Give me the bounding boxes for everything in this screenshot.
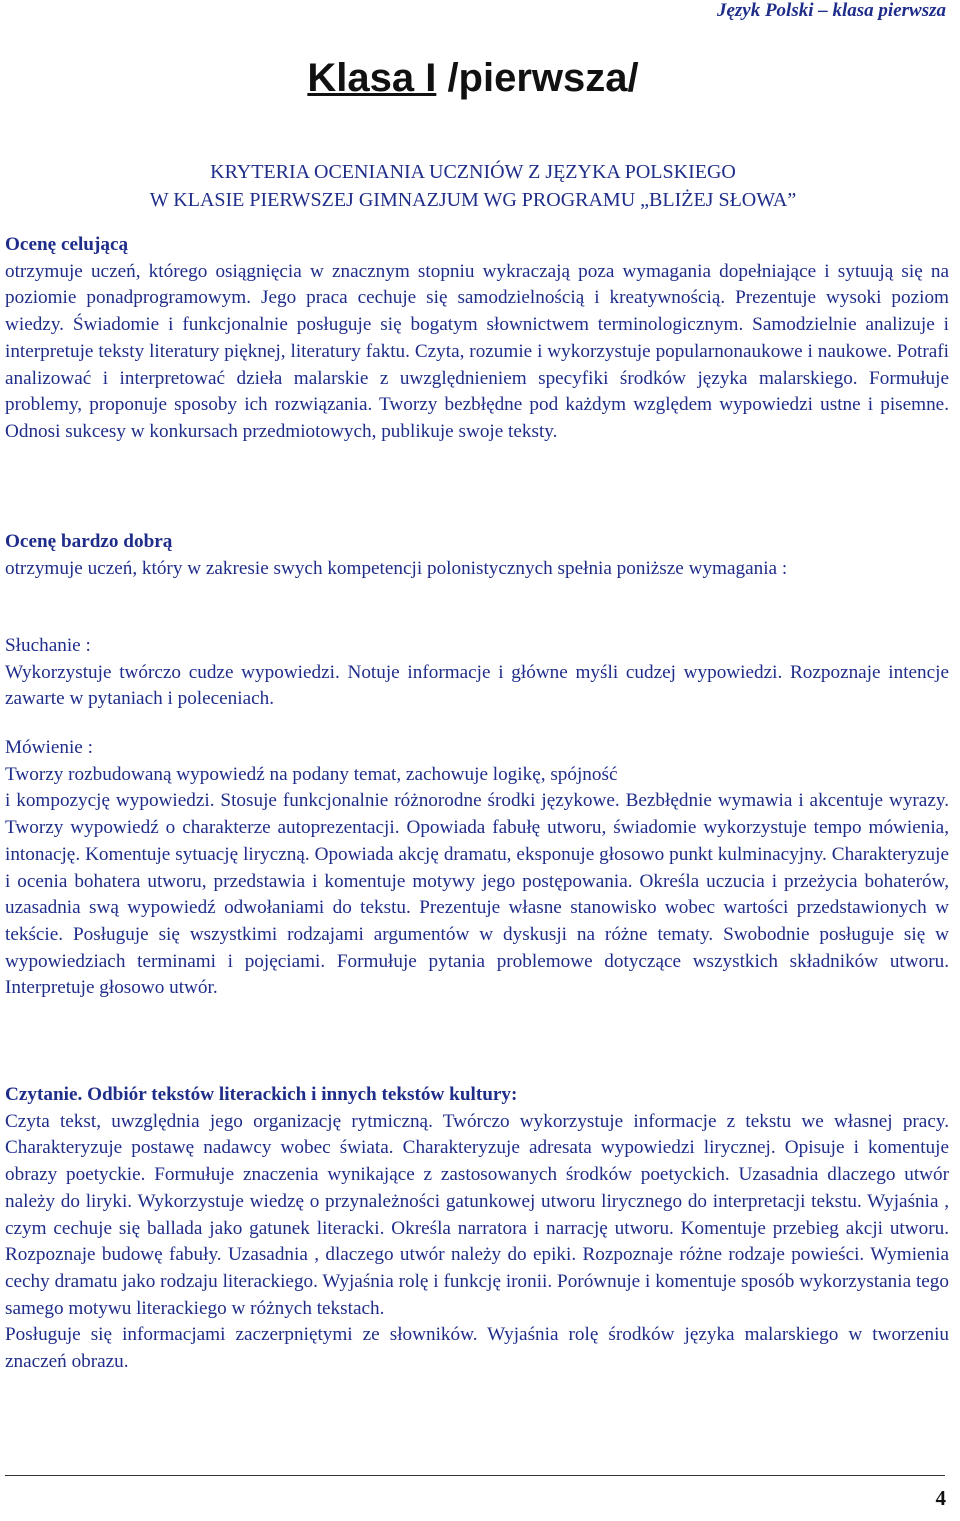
- section-heading-czytanie: [5, 1082, 949, 1109]
- title-class-number: Klasa I: [307, 56, 437, 100]
- section-body-czytanie: Czyta tekst, uwzględnia jego organizację rytmiczną. Twórczo wykorzystuje informacje z tekstu we własnej pracy. Charakteryzuje postawę nadawcy wobec świata. Charakteryzuje adresata wypowiedzi lirycznej. Opisuje i komentuje obrazy poetyckie. Formułuje znaczenia wynikające z zastosowanych środków poetyckich. Uzasadnia dlaczego utwór należy do liryki. Wykorzystuje wiedzę o przynależności gatunkowej utworu lirycznego do interpretacji tekstu. Wyjaśnia , czym cechuje się ballada jako gatunek literacki. Określa narratora i narrację utworu. Komentuje przebieg akcji utworu. Rozpoznaje budowę fabuły. Uzasadnia , dlaczego utwór należy do epiki. Rozpoznaje różne rodzaje powieści. Wymienia cechy dramatu jako rodzaju literackiego. Wyjaśnia rolę i funkcję ironii. Porównuje i komentuje sposób wykorzystania tego samego motywu literackiego w różnych tekstach.: [5, 1110, 949, 1319]
- section-celujaca: [5, 232, 949, 446]
- section-czytanie: [5, 1082, 949, 1376]
- section-heading-sluchanie: Słuchanie :: [5, 635, 91, 656]
- subtitle-line-2: W KLASIE PIERWSZEJ GIMNAZJUM WG PROGRAMU „BLIŻEJ SŁOWA”: [149, 189, 797, 211]
- section-mowienie: [5, 735, 949, 1002]
- heading-czytanie-part1: Czytanie.: [5, 1084, 83, 1105]
- section-body-celujaca: otrzymuje uczeń, którego osiągnięcia w znacznym stopniu wykraczają poza wymagania dopełniające i sytuują się na poziomie ponadprogramowym. Jego praca cechuje się samodzielnością i kreatywnością. Prezentuje wysoki poziom wiedzy. Świadomie i funkcjonalnie posługuje się bogatym słownictwem terminologicznym. Samodzielnie analizuje i interpretuje teksty literatury pięknej, literatury faktu. Czyta, rozumie i wykorzystuje popularnonaukowe i naukowe. Potrafi analizować i interpretować dzieła malarskie z uwzględnieniem specyfiki środków języka malarskiego. Formułuje problemy, proponuje sposoby ich rozwiązania. Tworzy bezbłędne pod każdym względem wypowiedzi ustne i pisemne. Odnosi sukcesy w konkursach przedmiotowych, publikuje swoje teksty.: [5, 260, 949, 442]
- subtitle-line-1: KRYTERIA OCENIANIA UCZNIÓW Z JĘZYKA POLSKIEGO: [210, 161, 736, 183]
- section-sluchanie: [5, 633, 949, 713]
- page-title: [0, 50, 946, 106]
- title-class-word: /pierwsza/: [436, 56, 639, 100]
- section-body-mowienie-line1: Tworzy rozbudowaną wypowiedź na podany temat, zachowuje logikę, spójność: [5, 763, 618, 785]
- section-body-sluchanie: Wykorzystuje twórczo cudze wypowiedzi. Notuje informacje i główne myśli cudzej wypowiedzi. Rozpoznaje intencje zawarte w pytaniach i poleceniach.: [5, 661, 949, 710]
- document-subtitle: [0, 158, 946, 214]
- section-bardzo-dobra: [5, 529, 949, 582]
- section-heading-bardzo-dobra: Ocenę bardzo dobrą: [5, 531, 173, 552]
- section-heading-mowienie: Mówienie :: [5, 737, 93, 758]
- section-heading-celujaca: Ocenę celującą: [5, 234, 129, 255]
- running-header: Język Polski – klasa pierwsza: [716, 0, 946, 21]
- footer-divider: [5, 1475, 945, 1476]
- section-body-bardzo-dobra: otrzymuje uczeń, który w zakresie swych kompetencji polonistycznych spełnia poniższe wymagania :: [5, 557, 788, 579]
- page-number: 4: [935, 1486, 946, 1510]
- heading-czytanie-part2: Odbiór tekstów literackich i innych tekstów kultury:: [82, 1084, 518, 1105]
- section-body-czytanie-2: Posługuje się informacjami zaczerpniętymi ze słowników. Wyjaśnia rolę środków języka malarskiego w tworzeniu znaczeń obrazu.: [5, 1324, 949, 1373]
- section-body-mowienie: i kompozycję wypowiedzi. Stosuje funkcjonalnie różnorodne środki językowe. Bezbłędnie wymawia i akcentuje wyrazy. Tworzy wypowiedź o charakterze autoprezentacji. Opowiada fabułę utworu, świadomie wykorzystuje tempo mówienia, intonację. Komentuje sytuację liryczną. Opowiada akcję dramatu, eksponuje głosowo punkt kulminacyjny. Charakteryzuje i ocenia bohatera utworu, przedstawia i komentuje motywy jego postępowania. Określa uczucia i przeżycia bohaterów, uzasadnia swą wypowiedź odwołaniami do tekstu. Prezentuje własne stanowisko wobec wartości przedstawionych w tekście. Posługuje się wszystkimi rodzajami argumentów w dyskusji na różne tematy. Swobodnie posługuje się w wypowiedziach terminami i pojęciami. Formułuje pytania problemowe dotyczące wszystkich składników utworu. Interpretuje głosowo utwór.: [5, 790, 949, 999]
